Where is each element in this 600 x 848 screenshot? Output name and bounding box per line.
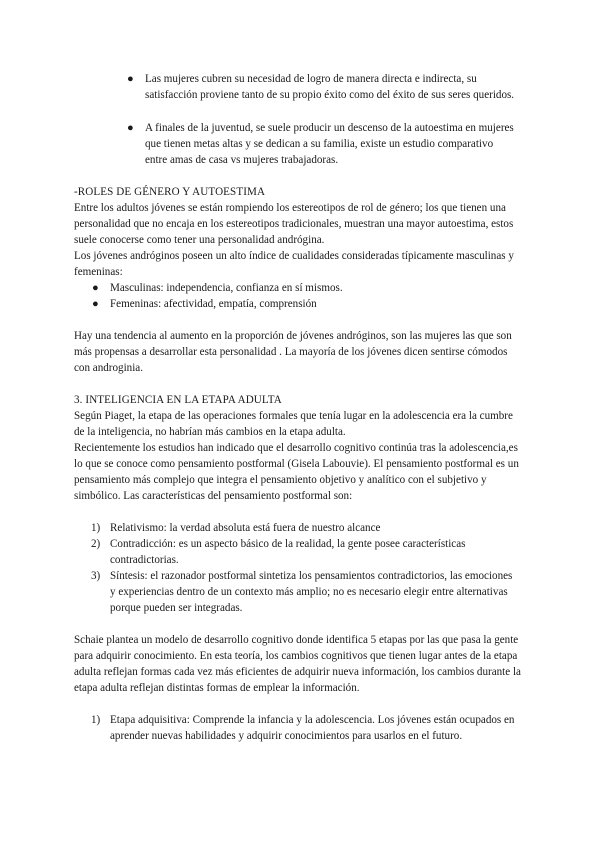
paragraph: Hay una tendencia al aumento en la proporción de jóvenes andróginos, son las mujeres las que son más propensas a desarrollar esta personalidad . La mayoría de los jóvenes dicen sentirse cómodos con androginia. — [74, 330, 512, 375]
list-item: Relativismo: la verdad absoluta está fuera de nuestro alcance — [110, 522, 381, 534]
paragraph: Schaie plantea un modelo de desarrollo cognitivo donde identifica 5 etapas por las que pasa la gente para adquirir conocimiento. En esta teoría, los cambios cognitivos que tienen lugar antes de la etapa adulta reflejan formas cada vez más eficientes de adquirir nueva información, los cambios durante la etapa adulta reflejan distintas formas de emplear la información. — [74, 634, 521, 695]
list-number: 1) — [91, 714, 101, 726]
bullet-item: A finales de la juventud, se suele producir un descenso de la autoestima en mujeres que tienen metas altas y se dedican a su familia, existe un estudio comparativo entre amas de casa vs mujeres trabajadoras. — [145, 122, 514, 167]
bullet-marker: ● — [127, 122, 134, 134]
list-item: Síntesis: el razonador postformal sintetiza los pensamientos contradictorios, las emociones y experiencias dentro de un contexto más amplio; no es necesario elegir entre alternativas porque pueden ser integradas. — [110, 570, 513, 615]
bullet-marker: ● — [92, 282, 99, 294]
paragraph: Según Piaget, la etapa de las operaciones formales que tenía lugar en la adolescencia era la cumbre de la inteligencia, no habrían más cambios en la etapa adulta. — [74, 410, 513, 439]
section-heading-inteligencia: 3. INTELIGENCIA EN LA ETAPA ADULTA — [74, 394, 282, 406]
list-number: 2) — [91, 538, 101, 550]
paragraph: Recientemente los estudios han indicado que el desarrollo cognitivo continúa tras la adolescencia,es lo que se conoce como pensamiento postformal (Gisela Labouvie). El pensamiento postformal es un pensamiento más complejo que integra el pensamiento objetivo y analítico con el subjetivo y simbólico. Las características del pensamiento postformal son: — [74, 442, 519, 503]
bullet-item: Masculinas: independencia, confianza en sí mismos. — [110, 282, 343, 294]
bullet-item: Femeninas: afectividad, empatía, comprensión — [110, 298, 317, 310]
paragraph: Entre los adultos jóvenes se están rompiendo los estereotipos de rol de género; los que tienen una personalidad que no encaja en los estereotipos tradicionales, muestran una mayor autoestima, estos suele conocerse como tener una personalidad andrógina. — [74, 202, 514, 247]
list-item: Etapa adquisitiva: Comprende la infancia y la adolescencia. Los jóvenes están ocupados en aprender nuevas habilidades y adquirir conocimientos para usarlos en el futuro. — [110, 714, 515, 743]
bullet-marker: ● — [127, 73, 134, 85]
list-item: Contradicción: es un aspecto básico de la realidad, la gente posee características contradictorias. — [110, 538, 466, 567]
bullet-item: Las mujeres cubren su necesidad de logro de manera directa e indirecta, su satisfacción proviene tanto de su propio éxito como del éxito de sus seres queridos. — [145, 73, 515, 102]
list-number: 1) — [91, 522, 101, 534]
section-heading-roles: -ROLES DE GÉNERO Y AUTOESTIMA — [74, 186, 266, 198]
bullet-marker: ● — [92, 298, 99, 310]
paragraph: Los jóvenes andróginos poseen un alto índice de cualidades consideradas típicamente masculinas y femeninas: — [74, 250, 514, 279]
list-number: 3) — [91, 570, 101, 582]
